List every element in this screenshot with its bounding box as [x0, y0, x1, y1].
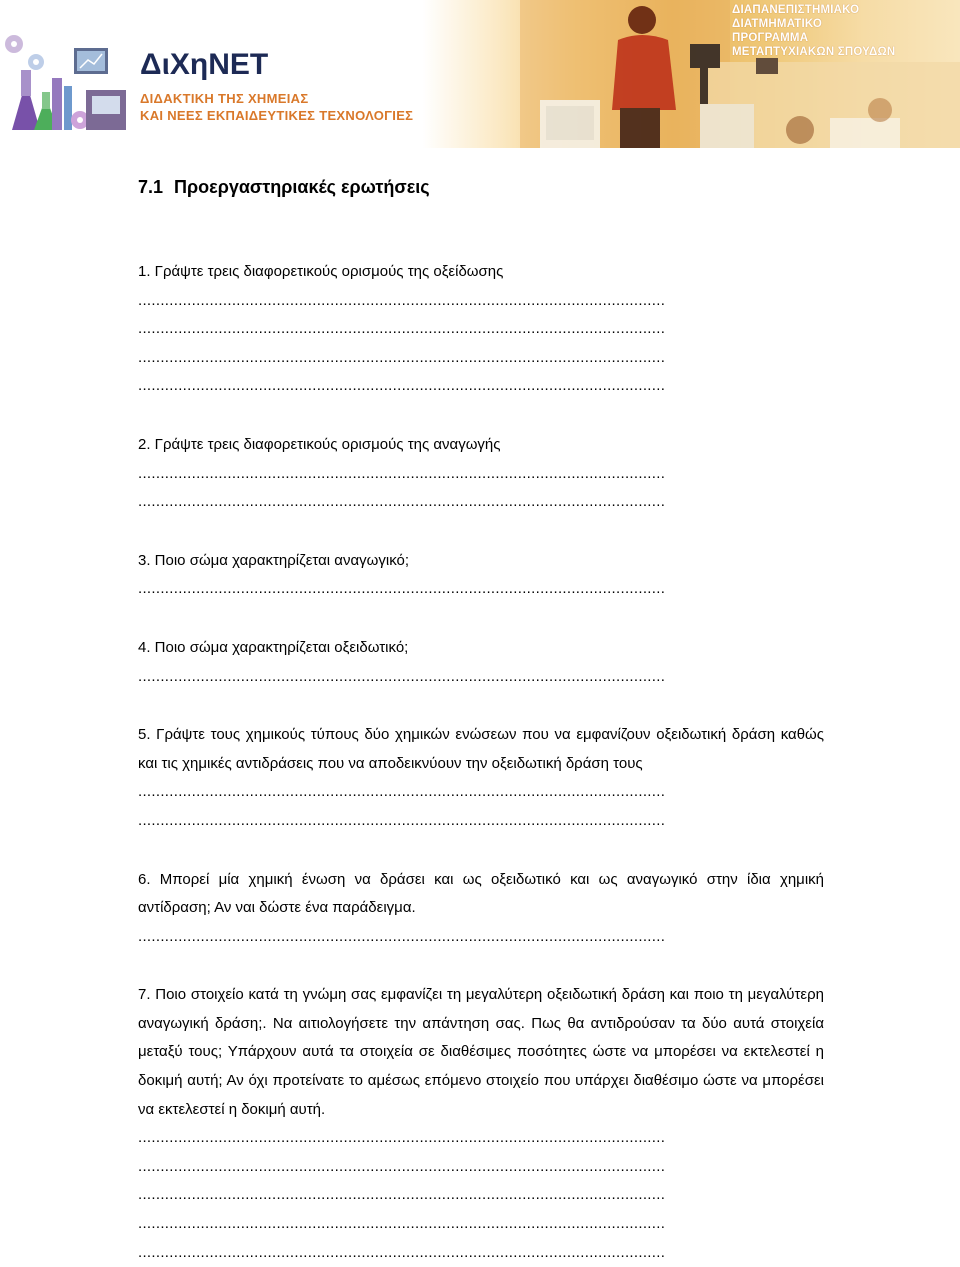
answer-line[interactable]: ......................................................................................................................: [138, 464, 666, 482]
answer-line[interactable]: ......................................................................................................................: [138, 811, 666, 829]
question-list: [138, 258, 824, 1267]
question-7: [138, 981, 824, 1267]
answer-line[interactable]: ......................................................................................................................: [138, 493, 666, 511]
answer-line[interactable]: ......................................................................................................................: [138, 1157, 666, 1175]
answer-line[interactable]: ......................................................................................................................: [138, 927, 666, 945]
document-body: [138, 172, 824, 1267]
answer-line[interactable]: ......................................................................................................................: [138, 1215, 666, 1233]
site-logo: ΔιΧηΝΕΤ: [140, 48, 269, 81]
question-text: 5. Γράψτε τους χημικούς τύπους δύο χημικών ενώσεων που να εμφανίζουν οξειδωτική δράση καθώς και τις χημικές αντιδράσεις που να αποδεικνύουν την οξειδωτική δράση τους: [138, 726, 824, 772]
answer-line[interactable]: ......................................................................................................................: [138, 1186, 666, 1204]
section-title: Προεργαστηριακές ερωτήσεις: [174, 177, 430, 197]
answer-line[interactable]: ......................................................................................................................: [138, 377, 666, 395]
answer-line[interactable]: ......................................................................................................................: [138, 348, 666, 366]
answer-line[interactable]: ......................................................................................................................: [138, 320, 666, 338]
answer-line[interactable]: ......................................................................................................................: [138, 783, 666, 801]
question-text: 4. Ποιο σώμα χαρακτηρίζεται οξειδωτικό;: [138, 638, 409, 656]
question-text: 2. Γράψτε τρεις διαφορετικούς ορισμούς της αναγωγής: [138, 435, 501, 453]
banner-subtitle-line1: ΔΙΔΑΚΤΙΚΗ ΤΗΣ ΧΗΜΕΙΑΣ: [140, 91, 309, 106]
question-1: [138, 258, 824, 401]
answer-line[interactable]: ......................................................................................................................: [138, 291, 666, 309]
program-label-line4: ΜΕΤΑΠΤΥΧΙΑΚΩΝ ΣΠΟΥΔΩΝ: [732, 46, 896, 58]
banner-subtitle-line2: ΚΑΙ ΝΕΕΣ ΕΚΠΑΙΔΕΥΤΙΚΕΣ ΤΕΧΝΟΛΟΓΙΕΣ: [140, 108, 414, 123]
section-number: 7.1: [138, 177, 164, 197]
answer-line[interactable]: ......................................................................................................................: [138, 1243, 666, 1261]
program-label-line1: ΔΙΑΠΑΝΕΠΙΣΤΗΜΙΑΚΟ: [732, 4, 860, 16]
question-3: [138, 547, 824, 604]
question-text: 7. Ποιο στοιχείο κατά τη γνώμη σας εμφανίζει τη μεγαλύτερη οξειδωτική δράση και ποιο τη μεγαλύτερη αναγωγική δράση;. Να αιτιολογήσετε την απάντηση σας. Πως θα αντιδρούσαν τα δύο αυτά στοιχεία μεταξύ τους; Υπάρχουν αυτά τα στοιχεία σε διαθέσιμες ποσότητες ώστε να μπορέσει να εκτελεστεί η δοκιμή αυτή; Αν όχι προτείνατε το αμέσως επόμενο στοιχείο που υπάρχει διαθέσιμο ώστε να μπορέσει να εκτελεστεί η δοκιμή αυτή.: [138, 986, 824, 1118]
question-4: [138, 634, 824, 691]
answer-line[interactable]: ......................................................................................................................: [138, 1129, 666, 1147]
header-banner: [0, 0, 960, 148]
program-label-line3: ΠΡΟΓΡΑΜΜΑ: [732, 32, 809, 44]
program-label-line2: ΔΙΑΤΜΗΜΑΤΙΚΟ: [732, 18, 822, 30]
question-text: 6. Μπορεί μία χημική ένωση να δράσει και ως οξειδωτικό και ως αναγωγικό στην ίδια χημική αντίδραση; Αν ναι δώστε ένα παράδειγμα.: [138, 870, 824, 917]
lab-glassware-icon: [5, 35, 126, 130]
question-5: [138, 721, 824, 835]
question-text: 3. Ποιο σώμα χαρακτηρίζεται αναγωγικό;: [138, 551, 410, 569]
section-heading: [138, 172, 824, 202]
question-text: 1. Γράψτε τρεις διαφορετικούς ορισμούς της οξείδωσης: [138, 263, 504, 280]
question-6: [138, 866, 824, 952]
answer-line[interactable]: ......................................................................................................................: [138, 667, 666, 685]
question-2: [138, 431, 824, 517]
answer-line[interactable]: ......................................................................................................................: [138, 580, 666, 598]
